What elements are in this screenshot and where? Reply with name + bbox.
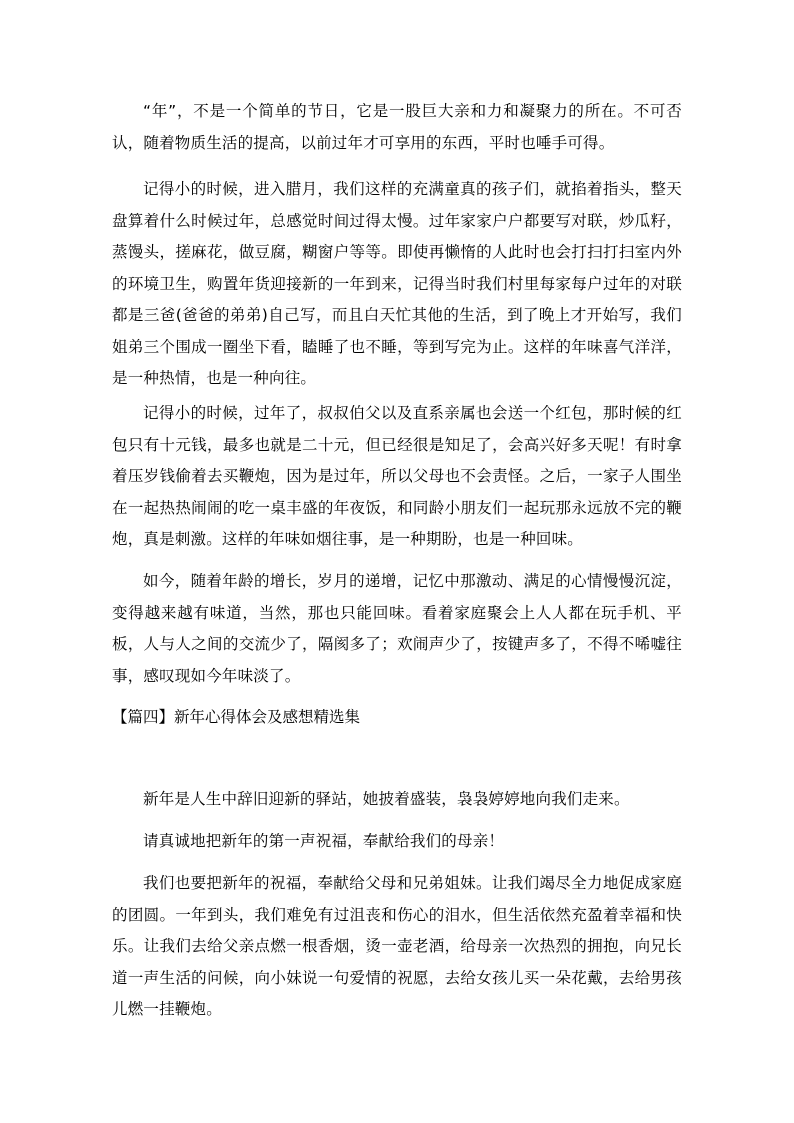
paragraph-blessing-mother: 请真诚地把新年的第一声祝福，奉献给我们的母亲！ bbox=[143, 832, 505, 850]
paragraph-red-envelope: 记得小的时候，过年了，叔叔伯父以及直系亲属也会送一个红包，那时候的红包只有十元钱，最多也就是二十元，但已经很是知足了，会高兴好多天呢！有时拿着压岁钱偷着去买鞭炮，因为是过年，所以父母也不会责怪。之后，一家子人围坐在一起热热闹闹的吃一桌丰盛的年夜饭，和同龄小朋友们一起玩那永远放不完的鞭炮，真是刺激。这样的年味如烟往事，是一种期盼，也是一种回味。 bbox=[112, 404, 682, 548]
paragraph-blessing-family: 我们也要把新年的祝福，奉献给父母和兄弟姐妹。让我们竭尽全力地促成家庭的团圆。一年到头，我们难免有过沮丧和伤心的泪水，但生活依然充盈着幸福和快乐。让我们去给父亲点燃一根香烟，烫一壶老酒，给母亲一次热烈的拥抱，向兄长道一声生活的问候，向小妹说一句爱情的祝愿，去给女孩儿买一朵花戴，去给男孩儿燃一挂鞭炮。 bbox=[112, 874, 682, 1018]
paragraph-nian-meaning: “年”，不是一个简单的节日，它是一股巨大亲和力和凝聚力的所在。不可否认，随着物质生活的提高，以前过年才可享用的东西，平时也唾手可得。 bbox=[112, 102, 682, 152]
section-heading: 【篇四】新年心得体会及感想精选集 bbox=[112, 708, 361, 726]
paragraph-childhood-lunar-month: 记得小的时候，进入腊月，我们这样的充满童真的孩子们，就掐着指头，整天盘算着什么时候过年，总感觉时间过得太慢。过年家家户户都要写对联，炒瓜籽，蒸馒头，搓麻花，做豆腐，糊窗户等等。即使再懒惰的人此时也会打扫打扫室内外的环境卫生，购置年货迎接新的一年到来，记得当时我们村里每家每户过年的对联都是三爸(爸爸的弟弟)自己写，而且白天忙其他的生活，到了晚上才开始写，我们姐弟三个围成一圈坐下看，瞌睡了也不睡，等到写完为止。这样的年味喜气洋洋，是一种热情，也是一种向往。 bbox=[112, 180, 682, 387]
paragraph-nowadays: 如今，随着年龄的增长，岁月的递增，记忆中那激动、满足的心情慢慢沉淀，变得越来越有味道，当然，那也只能回味。看着家庭聚会上人人都在玩手机、平板，人与人之间的交流少了，隔阂多了；欢闹声少了，按键声多了，不得不唏嘘往事，感叹现如今年味淡了。 bbox=[112, 572, 682, 685]
paragraph-new-year-station: 新年是人生中辞旧迎新的驿站，她披着盛装，袅袅婷婷地向我们走来。 bbox=[143, 790, 630, 808]
